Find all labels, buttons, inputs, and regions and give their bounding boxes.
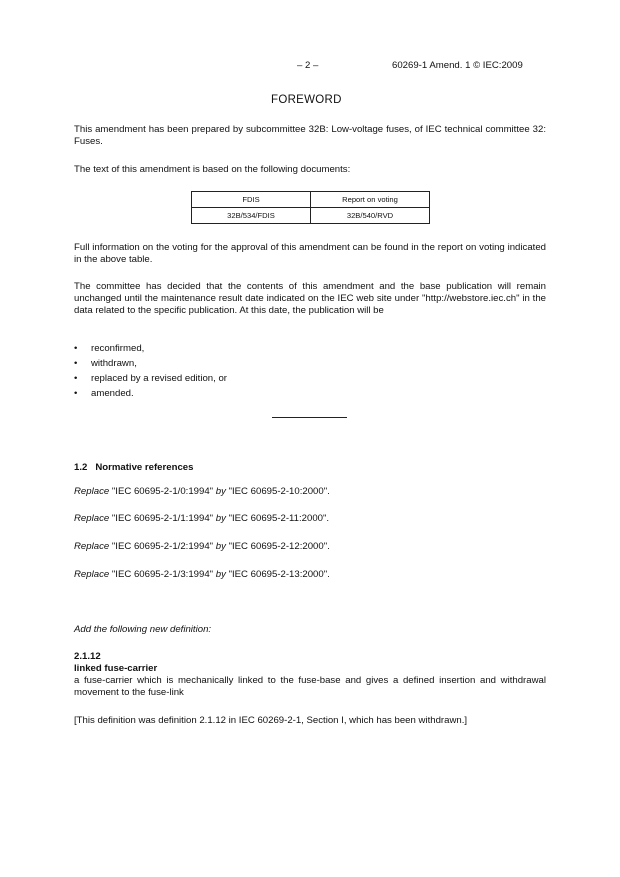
old-reference: "IEC 60695-2-1/0:1994" bbox=[111, 486, 214, 497]
table-header-row bbox=[192, 192, 430, 208]
replacement-line bbox=[74, 513, 329, 525]
voting-documents-table bbox=[191, 191, 430, 224]
new-reference: "IEC 60695-2-13:2000". bbox=[228, 569, 330, 580]
replace-keyword: Replace bbox=[74, 541, 110, 552]
list-item-text: withdrawn, bbox=[91, 358, 137, 370]
section-divider bbox=[272, 417, 347, 418]
definition-note: [This definition was definition 2.1.12 in IEC 60269-2-1, Section I, which has been withdrawn.] bbox=[74, 715, 468, 726]
definition-text: a fuse-carrier which is mechanically linked to the fuse-base and gives a defined insertion and withdrawal movement to the fuse-link bbox=[74, 675, 546, 699]
new-reference: "IEC 60695-2-11:2000". bbox=[228, 513, 330, 524]
section-heading: 1.2 Normative references bbox=[74, 462, 194, 473]
page-number: – 2 – bbox=[297, 60, 319, 71]
foreword-title: FOREWORD bbox=[271, 94, 342, 106]
definition-intro: Add the following new definition: bbox=[74, 624, 212, 635]
replace-keyword: Replace bbox=[74, 486, 110, 497]
replacement-line bbox=[74, 569, 330, 581]
old-reference: "IEC 60695-2-1/3:1994" bbox=[111, 569, 214, 580]
old-reference: "IEC 60695-2-1/1:1994" bbox=[111, 513, 214, 524]
definition-term: linked fuse-carrier bbox=[74, 663, 158, 674]
foreword-paragraph-4: The committee has decided that the contents of this amendment and the base publication will remain unchanged until the maintenance result date indicated on the IEC web site under "http://webstore.iec.ch" in the data related to the specific publication. At this date, the publication will be bbox=[74, 281, 546, 317]
by-keyword: by bbox=[215, 513, 226, 524]
bullet-icon: • bbox=[74, 373, 78, 385]
new-reference: "IEC 60695-2-12:2000". bbox=[228, 541, 330, 552]
list-item bbox=[74, 341, 227, 356]
new-reference: "IEC 60695-2-10:2000". bbox=[228, 486, 330, 497]
table-header-cell: FDIS bbox=[192, 192, 311, 208]
table-header-cell: Report on voting bbox=[311, 192, 430, 208]
publication-status-list bbox=[74, 341, 227, 401]
table-cell: 32B/540/RVD bbox=[311, 208, 430, 224]
replace-keyword: Replace bbox=[74, 513, 110, 524]
bullet-icon: • bbox=[74, 343, 78, 354]
bullet-icon: • bbox=[74, 388, 78, 400]
list-item bbox=[74, 356, 227, 371]
foreword-paragraph-2: The text of this amendment is based on the following documents: bbox=[74, 164, 351, 175]
old-reference: "IEC 60695-2-1/2:1994" bbox=[111, 541, 214, 552]
list-item-text: reconfirmed, bbox=[91, 343, 145, 354]
list-item bbox=[74, 386, 227, 401]
replace-keyword: Replace bbox=[74, 569, 110, 580]
document-reference: 60269-1 Amend. 1 © IEC:2009 bbox=[392, 60, 523, 71]
replacement-line bbox=[74, 541, 330, 553]
by-keyword: by bbox=[215, 486, 226, 497]
foreword-paragraph-1: This amendment has been prepared by subcommittee 32B: Low-voltage fuses, of IEC technical committee 32: Fuses. bbox=[74, 124, 546, 148]
by-keyword: by bbox=[215, 569, 226, 580]
list-item-text: replaced by a revised edition, or bbox=[91, 373, 227, 385]
list-item-text: amended. bbox=[91, 388, 134, 400]
by-keyword: by bbox=[215, 541, 226, 552]
definition-number: 2.1.12 bbox=[74, 651, 101, 662]
replacement-line bbox=[74, 486, 330, 498]
foreword-paragraph-3: Full information on the voting for the approval of this amendment can be found in the report on voting indicated in the above table. bbox=[74, 242, 546, 266]
list-item bbox=[74, 371, 227, 386]
bullet-icon: • bbox=[74, 358, 78, 370]
table-row bbox=[192, 208, 430, 224]
table-cell: 32B/534/FDIS bbox=[192, 208, 311, 224]
